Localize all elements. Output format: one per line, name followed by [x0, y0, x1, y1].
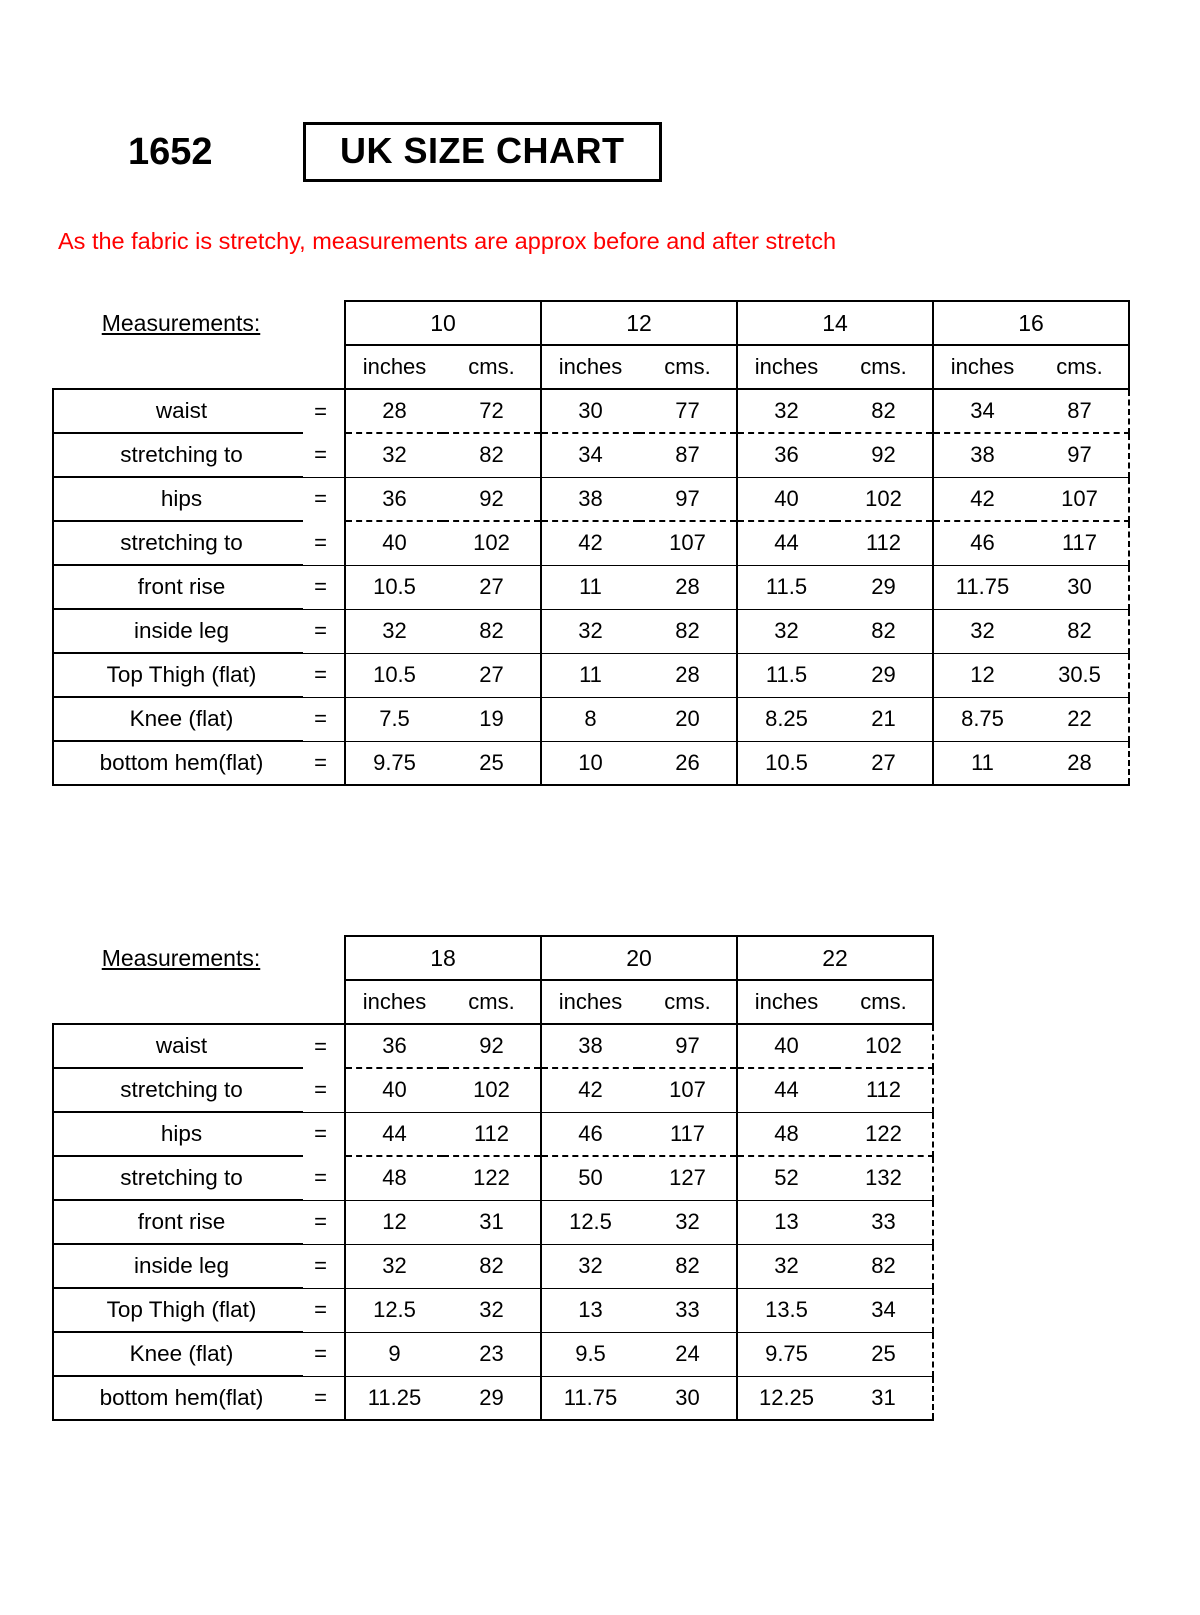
equals-sign: = — [303, 1024, 345, 1068]
cell-cms: 19 — [443, 697, 541, 741]
cell-cms: 28 — [639, 653, 737, 697]
unit-inches-16: inches — [933, 345, 1031, 389]
unit-cms-22: cms. — [835, 980, 933, 1024]
cell-cms: 87 — [639, 433, 737, 477]
spacer-cell — [303, 301, 345, 345]
cell-inches: 38 — [541, 477, 639, 521]
table-row — [53, 433, 1129, 477]
cell-cms: 32 — [443, 1288, 541, 1332]
cell-inches: 8.25 — [737, 697, 835, 741]
table-row — [53, 653, 1129, 697]
cell-cms: 122 — [835, 1112, 933, 1156]
cell-cms: 34 — [835, 1288, 933, 1332]
cell-cms: 82 — [443, 1244, 541, 1288]
equals-sign: = — [303, 609, 345, 653]
cell-inches: 40 — [737, 477, 835, 521]
equals-sign: = — [303, 1156, 345, 1200]
cell-inches: 32 — [737, 389, 835, 433]
cell-inches: 40 — [345, 521, 443, 565]
cell-inches: 48 — [737, 1112, 835, 1156]
cell-inches: 10.5 — [345, 565, 443, 609]
cell-cms: 23 — [443, 1332, 541, 1376]
row-label-8: bottom hem(flat) — [53, 1376, 303, 1420]
cell-inches: 32 — [933, 609, 1031, 653]
cell-inches: 34 — [541, 433, 639, 477]
table-row — [53, 477, 1129, 521]
equals-sign: = — [303, 1376, 345, 1420]
row-label-7: Knee (flat) — [53, 697, 303, 741]
cell-cms: 27 — [443, 653, 541, 697]
cell-cms: 22 — [1031, 697, 1129, 741]
cell-cms: 26 — [639, 741, 737, 785]
row-label-1: stretching to — [53, 1068, 303, 1112]
page-title: UK SIZE CHART — [303, 122, 662, 182]
cell-inches: 10.5 — [345, 653, 443, 697]
table-header-row — [53, 301, 1129, 345]
spacer-cell — [303, 980, 345, 1024]
cell-cms: 107 — [639, 1068, 737, 1112]
cell-inches: 32 — [541, 1244, 639, 1288]
row-label-2: hips — [53, 477, 303, 521]
cell-inches: 11.25 — [345, 1376, 443, 1420]
table-row — [53, 1156, 933, 1200]
unit-cms-20: cms. — [639, 980, 737, 1024]
size-header-18: 18 — [345, 936, 541, 980]
document-header — [128, 122, 662, 182]
cell-cms: 27 — [835, 741, 933, 785]
equals-sign: = — [303, 521, 345, 565]
cell-inches: 32 — [737, 609, 835, 653]
table-row — [53, 741, 1129, 785]
cell-inches: 8 — [541, 697, 639, 741]
cell-inches: 52 — [737, 1156, 835, 1200]
cell-inches: 9.75 — [737, 1332, 835, 1376]
cell-inches: 50 — [541, 1156, 639, 1200]
row-label-3: stretching to — [53, 1156, 303, 1200]
cell-inches: 28 — [345, 389, 443, 433]
cell-cms: 33 — [835, 1200, 933, 1244]
cell-cms: 25 — [835, 1332, 933, 1376]
cell-cms: 24 — [639, 1332, 737, 1376]
cell-cms: 97 — [1031, 433, 1129, 477]
cell-cms: 117 — [1031, 521, 1129, 565]
cell-inches: 32 — [541, 609, 639, 653]
size-table-18-22 — [52, 935, 934, 1421]
cell-inches: 9.5 — [541, 1332, 639, 1376]
unit-inches-10: inches — [345, 345, 443, 389]
cell-cms: 107 — [1031, 477, 1129, 521]
equals-sign: = — [303, 389, 345, 433]
cell-inches: 11 — [541, 565, 639, 609]
unit-cms-14: cms. — [835, 345, 933, 389]
cell-cms: 112 — [835, 521, 933, 565]
cell-cms: 31 — [443, 1200, 541, 1244]
cell-inches: 38 — [933, 433, 1031, 477]
equals-sign: = — [303, 1332, 345, 1376]
cell-cms: 27 — [443, 565, 541, 609]
cell-cms: 122 — [443, 1156, 541, 1200]
table-row — [53, 609, 1129, 653]
cell-inches: 46 — [541, 1112, 639, 1156]
cell-cms: 30.5 — [1031, 653, 1129, 697]
cell-cms: 31 — [835, 1376, 933, 1420]
cell-inches: 34 — [933, 389, 1031, 433]
table-row — [53, 1068, 933, 1112]
spacer-cell — [303, 936, 345, 980]
cell-cms: 29 — [835, 653, 933, 697]
measurements-header: Measurements: — [101, 944, 261, 971]
row-label-0: waist — [53, 389, 303, 433]
size-header-20: 20 — [541, 936, 737, 980]
equals-sign: = — [303, 1068, 345, 1112]
unit-cms-10: cms. — [443, 345, 541, 389]
cell-cms: 20 — [639, 697, 737, 741]
cell-inches: 30 — [541, 389, 639, 433]
table-row — [53, 1376, 933, 1420]
cell-cms: 82 — [443, 609, 541, 653]
size-header-10: 10 — [345, 301, 541, 345]
cell-cms: 29 — [443, 1376, 541, 1420]
cell-cms: 28 — [1031, 741, 1129, 785]
cell-cms: 30 — [639, 1376, 737, 1420]
cell-inches: 44 — [737, 521, 835, 565]
row-label-0: waist — [53, 1024, 303, 1068]
cell-cms: 112 — [443, 1112, 541, 1156]
cell-cms: 32 — [639, 1200, 737, 1244]
cell-cms: 82 — [835, 389, 933, 433]
cell-cms: 82 — [835, 1244, 933, 1288]
table-row — [53, 521, 1129, 565]
cell-cms: 107 — [639, 521, 737, 565]
cell-inches: 10 — [541, 741, 639, 785]
cell-inches: 32 — [345, 1244, 443, 1288]
cell-inches: 8.75 — [933, 697, 1031, 741]
size-header-22: 22 — [737, 936, 933, 980]
row-label-3: stretching to — [53, 521, 303, 565]
row-label-6: Top Thigh (flat) — [53, 1288, 303, 1332]
cell-inches: 13 — [541, 1288, 639, 1332]
cell-cms: 102 — [835, 1024, 933, 1068]
cell-inches: 9.75 — [345, 741, 443, 785]
cell-cms: 82 — [639, 609, 737, 653]
cell-cms: 102 — [443, 1068, 541, 1112]
cell-inches: 36 — [345, 1024, 443, 1068]
equals-sign: = — [303, 565, 345, 609]
cell-inches: 12 — [933, 653, 1031, 697]
cell-inches: 32 — [737, 1244, 835, 1288]
cell-cms: 72 — [443, 389, 541, 433]
unit-inches-22: inches — [737, 980, 835, 1024]
cell-inches: 11 — [541, 653, 639, 697]
cell-inches: 40 — [737, 1024, 835, 1068]
cell-inches: 32 — [345, 433, 443, 477]
equals-sign: = — [303, 1288, 345, 1332]
document-code: 1652 — [128, 131, 213, 173]
cell-cms: 82 — [835, 609, 933, 653]
unit-inches-18: inches — [345, 980, 443, 1024]
table-row — [53, 1200, 933, 1244]
size-table-block-1 — [52, 300, 1130, 786]
cell-cms: 28 — [639, 565, 737, 609]
cell-inches: 32 — [345, 609, 443, 653]
table-row — [53, 1112, 933, 1156]
equals-sign: = — [303, 697, 345, 741]
cell-inches: 48 — [345, 1156, 443, 1200]
equals-sign: = — [303, 433, 345, 477]
unit-cms-16: cms. — [1031, 345, 1129, 389]
cell-inches: 12.5 — [541, 1200, 639, 1244]
table-header-row — [53, 936, 933, 980]
cell-inches: 40 — [345, 1068, 443, 1112]
cell-inches: 7.5 — [345, 697, 443, 741]
cell-cms: 102 — [443, 521, 541, 565]
table-row — [53, 697, 1129, 741]
equals-sign: = — [303, 1112, 345, 1156]
size-table-10-16 — [52, 300, 1130, 786]
cell-inches: 11.75 — [541, 1376, 639, 1420]
cell-inches: 10.5 — [737, 741, 835, 785]
cell-cms: 82 — [639, 1244, 737, 1288]
cell-cms: 92 — [443, 1024, 541, 1068]
size-header-16: 16 — [933, 301, 1129, 345]
cell-inches: 36 — [737, 433, 835, 477]
units-spacer-label — [53, 345, 303, 389]
unit-inches-14: inches — [737, 345, 835, 389]
table-row — [53, 1244, 933, 1288]
cell-inches: 44 — [345, 1112, 443, 1156]
stretch-notice: As the fabric is stretchy, measurements are approx before and after stretch — [58, 228, 837, 254]
cell-inches: 36 — [345, 477, 443, 521]
row-label-4: front rise — [53, 565, 303, 609]
cell-inches: 11.5 — [737, 653, 835, 697]
row-label-4: front rise — [53, 1200, 303, 1244]
unit-inches-12: inches — [541, 345, 639, 389]
cell-inches: 44 — [737, 1068, 835, 1112]
equals-sign: = — [303, 741, 345, 785]
cell-cms: 21 — [835, 697, 933, 741]
size-header-14: 14 — [737, 301, 933, 345]
cell-cms: 97 — [639, 477, 737, 521]
cell-inches: 12.5 — [345, 1288, 443, 1332]
cell-cms: 33 — [639, 1288, 737, 1332]
table-row — [53, 389, 1129, 433]
units-spacer-label — [53, 980, 303, 1024]
cell-inches: 42 — [541, 521, 639, 565]
size-header-12: 12 — [541, 301, 737, 345]
row-label-6: Top Thigh (flat) — [53, 653, 303, 697]
row-label-5: inside leg — [53, 609, 303, 653]
cell-cms: 92 — [835, 433, 933, 477]
table-row — [53, 1024, 933, 1068]
row-label-8: bottom hem(flat) — [53, 741, 303, 785]
row-label-2: hips — [53, 1112, 303, 1156]
cell-inches: 11.75 — [933, 565, 1031, 609]
cell-inches: 42 — [933, 477, 1031, 521]
cell-cms: 30 — [1031, 565, 1129, 609]
measurements-header: Measurements: — [101, 309, 261, 336]
cell-inches: 9 — [345, 1332, 443, 1376]
cell-inches: 12.25 — [737, 1376, 835, 1420]
cell-cms: 97 — [639, 1024, 737, 1068]
row-label-7: Knee (flat) — [53, 1332, 303, 1376]
cell-cms: 87 — [1031, 389, 1129, 433]
cell-cms: 117 — [639, 1112, 737, 1156]
table-row — [53, 565, 1129, 609]
table-row — [53, 1332, 933, 1376]
cell-inches: 12 — [345, 1200, 443, 1244]
cell-inches: 13.5 — [737, 1288, 835, 1332]
spacer-cell — [303, 345, 345, 389]
unit-cms-12: cms. — [639, 345, 737, 389]
unit-cms-18: cms. — [443, 980, 541, 1024]
units-row — [53, 980, 933, 1024]
cell-cms: 132 — [835, 1156, 933, 1200]
row-label-1: stretching to — [53, 433, 303, 477]
cell-inches: 11.5 — [737, 565, 835, 609]
cell-cms: 112 — [835, 1068, 933, 1112]
cell-cms: 29 — [835, 565, 933, 609]
units-row — [53, 345, 1129, 389]
equals-sign: = — [303, 1200, 345, 1244]
cell-cms: 102 — [835, 477, 933, 521]
cell-cms: 92 — [443, 477, 541, 521]
unit-inches-20: inches — [541, 980, 639, 1024]
equals-sign: = — [303, 653, 345, 697]
cell-cms: 25 — [443, 741, 541, 785]
cell-cms: 82 — [443, 433, 541, 477]
cell-inches: 13 — [737, 1200, 835, 1244]
cell-inches: 42 — [541, 1068, 639, 1112]
cell-cms: 82 — [1031, 609, 1129, 653]
size-table-block-2 — [52, 935, 934, 1421]
cell-inches: 11 — [933, 741, 1031, 785]
cell-cms: 77 — [639, 389, 737, 433]
cell-cms: 127 — [639, 1156, 737, 1200]
row-label-5: inside leg — [53, 1244, 303, 1288]
cell-inches: 46 — [933, 521, 1031, 565]
cell-inches: 38 — [541, 1024, 639, 1068]
equals-sign: = — [303, 1244, 345, 1288]
table-row — [53, 1288, 933, 1332]
equals-sign: = — [303, 477, 345, 521]
